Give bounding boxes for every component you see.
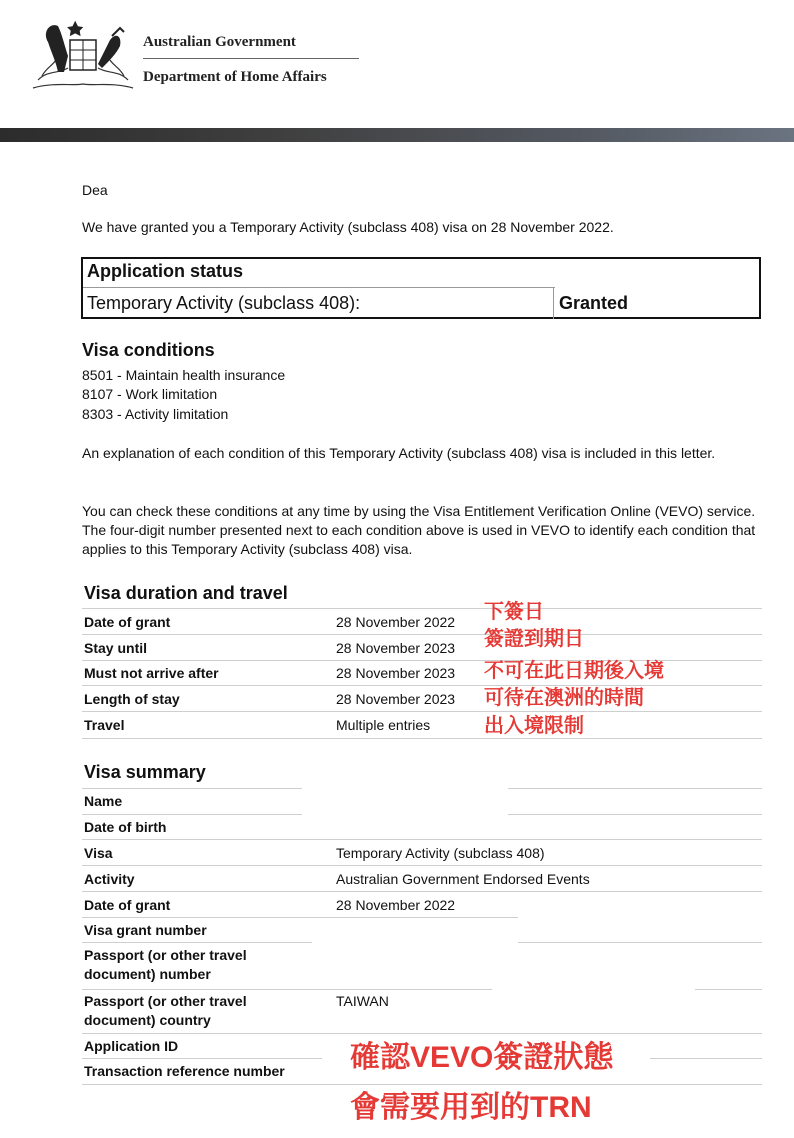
table-rule bbox=[82, 917, 518, 918]
summary-row-label: Name bbox=[84, 793, 123, 809]
duration-row-label: Must not arrive after bbox=[84, 665, 219, 681]
condition-item: 8107 - Work limitation bbox=[82, 386, 218, 402]
table-rule bbox=[695, 989, 762, 990]
summary-row-label: Activity bbox=[84, 871, 135, 887]
duration-row-label: Length of stay bbox=[84, 691, 180, 707]
header-band bbox=[0, 128, 794, 142]
status-value: Granted bbox=[559, 293, 629, 313]
status-divider bbox=[83, 287, 555, 288]
visa-duration-title: Visa duration and travel bbox=[84, 583, 288, 603]
department-title: Department of Home Affairs bbox=[143, 69, 327, 85]
summary-row-value: Temporary Activity (subclass 408) bbox=[336, 845, 545, 861]
annotation-must-not-arrive: 不可在此日期後入境 bbox=[484, 660, 664, 682]
summary-row-label: Transaction reference number bbox=[84, 1063, 285, 1079]
duration-row-label: Travel bbox=[84, 717, 125, 733]
table-rule bbox=[82, 1084, 762, 1085]
annotation-travel: 出入境限制 bbox=[484, 715, 584, 737]
summary-row-value: 28 November 2022 bbox=[336, 897, 456, 913]
table-rule bbox=[82, 865, 762, 866]
summary-row-label: Visa grant number bbox=[84, 922, 207, 938]
annotation-stay-until: 簽證到期日 bbox=[484, 628, 584, 650]
annotation-length-of-stay: 可待在澳洲的時間 bbox=[484, 687, 644, 709]
table-rule bbox=[508, 814, 762, 815]
visa-summary-title: Visa summary bbox=[84, 762, 206, 782]
application-status-box bbox=[81, 257, 761, 319]
vevo-explanation: You can check these conditions at any time by using the Visa Entitlement Verification Online (VEVO) service. The four-digit number presented next to each condition above is used in VEVO to identify each condition that applies to this Temporary Activity (subclass 408) visa. bbox=[82, 503, 756, 557]
summary-row-label: Passport (or other travel document) number bbox=[84, 947, 247, 982]
summary-row-label: Date of birth bbox=[84, 819, 167, 835]
summary-row-label: Application ID bbox=[84, 1038, 179, 1054]
duration-row-value: 28 November 2023 bbox=[336, 665, 456, 681]
summary-row-label: Passport (or other travel document) country bbox=[84, 993, 247, 1028]
table-rule bbox=[82, 788, 302, 789]
table-rule bbox=[518, 942, 762, 943]
annotation-trn-needed: 會需要用到的TRN bbox=[350, 1091, 592, 1124]
condition-item: 8303 - Activity limitation bbox=[82, 406, 229, 422]
annotation-grant-date: 下簽日 bbox=[484, 601, 544, 623]
status-visa-label: Temporary Activity (subclass 408): bbox=[87, 293, 361, 313]
greeting: Dea bbox=[82, 182, 108, 198]
summary-row-label: Date of grant bbox=[84, 897, 171, 913]
table-rule bbox=[650, 1058, 762, 1059]
table-rule bbox=[82, 814, 302, 815]
gov-title: Australian Government bbox=[143, 34, 296, 50]
table-rule bbox=[82, 711, 762, 712]
conditions-explanation: An explanation of each condition of this Temporary Activity (subclass 408) visa is included in this letter. bbox=[82, 445, 716, 461]
duration-row-label: Stay until bbox=[84, 640, 148, 656]
status-column-separator bbox=[553, 287, 554, 319]
duration-row-value: Multiple entries bbox=[336, 717, 431, 733]
summary-row-value: Australian Government Endorsed Events bbox=[336, 871, 590, 887]
summary-row-label: Visa bbox=[84, 845, 113, 861]
table-rule bbox=[82, 634, 762, 635]
table-rule bbox=[82, 839, 762, 840]
table-rule bbox=[82, 1058, 322, 1059]
visa-conditions-title: Visa conditions bbox=[82, 340, 215, 360]
table-rule bbox=[508, 788, 762, 789]
table-rule bbox=[82, 738, 762, 739]
condition-item: 8501 - Maintain health insurance bbox=[82, 367, 286, 383]
letterhead-rule bbox=[143, 58, 359, 59]
table-rule bbox=[82, 989, 492, 990]
coat-of-arms-icon bbox=[28, 10, 138, 98]
duration-row-label: Date of grant bbox=[84, 614, 171, 630]
granted-sentence: We have granted you a Temporary Activity (subclass 408) visa on 28 November 2022. bbox=[82, 219, 614, 235]
annotation-vevo-check: 確認VEVO簽證狀態 bbox=[350, 1041, 614, 1074]
table-rule bbox=[82, 1033, 762, 1034]
duration-row-value: 28 November 2023 bbox=[336, 691, 456, 707]
duration-row-value: 28 November 2022 bbox=[336, 614, 456, 630]
table-rule bbox=[82, 891, 762, 892]
table-rule bbox=[82, 608, 762, 609]
letterhead bbox=[0, 0, 794, 128]
table-rule bbox=[82, 942, 312, 943]
summary-row-value: TAIWAN bbox=[336, 993, 389, 1009]
table-rule bbox=[82, 685, 762, 686]
duration-row-value: 28 November 2023 bbox=[336, 640, 456, 656]
application-status-title: Application status bbox=[87, 261, 244, 281]
